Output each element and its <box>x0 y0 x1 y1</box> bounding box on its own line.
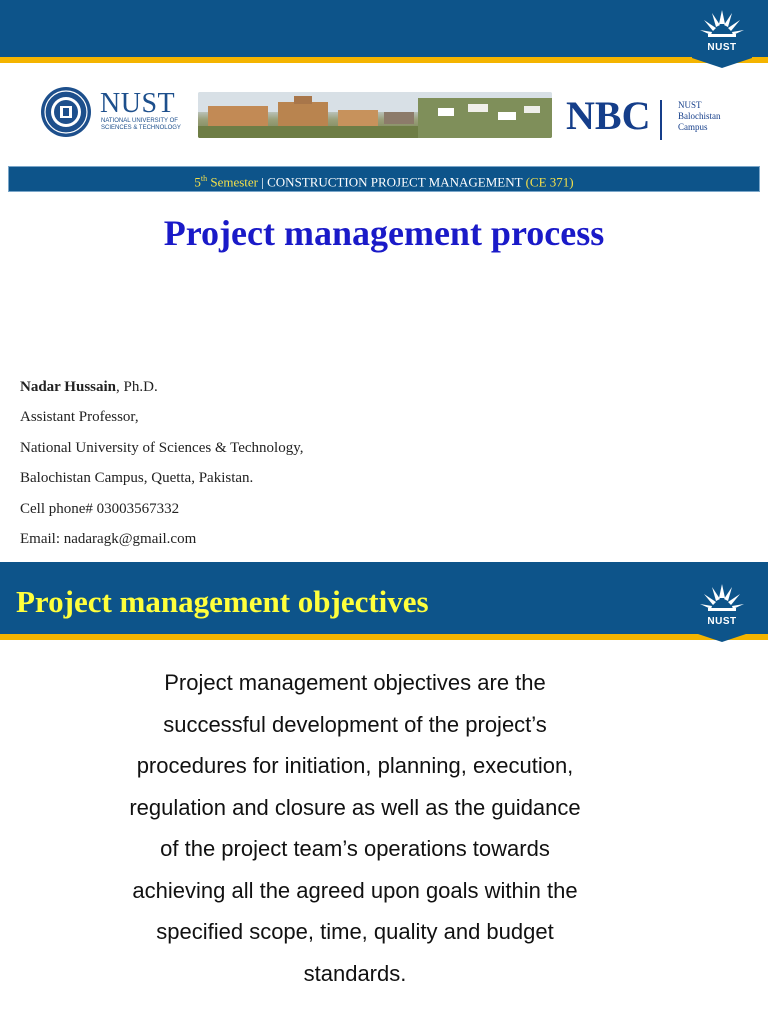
nust-badge <box>692 574 752 644</box>
slide-title: Project management objectives <box>16 584 429 619</box>
nbc-wordmark: NBC <box>566 93 651 138</box>
paragraph-line: Project management objectives are the <box>164 670 546 695</box>
paragraph-line: procedures for initiation, planning, execution, <box>136 753 574 778</box>
campus-panorama-image <box>198 92 552 138</box>
banner-separator: | <box>258 174 268 190</box>
nust-badge-label: NUST <box>707 616 737 627</box>
course-name: CONSTRUCTION PROJECT MANAGEMENT <box>267 174 526 190</box>
nbc-subtitle-line1: NUST <box>678 100 702 110</box>
paragraph-line: specified scope, time, quality and budget <box>156 919 554 944</box>
nust-subtitle <box>101 118 181 132</box>
objectives-paragraph <box>90 662 620 994</box>
nust-badge <box>692 0 752 70</box>
paragraph-line: successful development of the project’s <box>163 711 547 737</box>
author-phone: Cell phone# 03003567332 <box>20 500 180 517</box>
nbc-divider <box>660 100 662 140</box>
paragraph-line: of the project team’s operations towards <box>160 836 550 861</box>
author-degree: , Ph.D. <box>116 379 158 395</box>
author-block <box>20 372 303 554</box>
author-institution: National University of Sciences & Technology, <box>20 439 304 456</box>
slide-title: Project management process <box>163 213 605 253</box>
nust-crest-icon <box>40 86 92 138</box>
semester-ordinal: th <box>200 174 208 183</box>
nust-subtitle-line2: SCIENCES & TECHNOLOGY <box>101 125 181 131</box>
author-name: Nadar Hussain <box>20 379 117 395</box>
paragraph-line: regulation and closure as well as the guidance <box>129 794 581 820</box>
paragraph-line: achieving all the agreed upon goals within the <box>132 877 578 903</box>
nust-emblem-icon <box>692 0 752 70</box>
author-position: Assistant Professor, <box>20 409 139 426</box>
paragraph-line: standards. <box>303 960 407 986</box>
nust-badge-label: NUST <box>707 42 737 53</box>
nbc-subtitle <box>678 100 721 133</box>
header-bar <box>0 0 768 57</box>
author-email: Email: nadaragk@gmail.com <box>20 531 197 548</box>
nust-subtitle-line1: NATIONAL UNIVERSITY OF <box>101 118 178 124</box>
nust-emblem-icon <box>692 574 752 644</box>
semester-word: Semester <box>207 174 259 190</box>
nbc-subtitle-line3: Campus <box>678 122 708 132</box>
semester-number: 5 <box>194 174 201 190</box>
header-gold-line <box>0 634 768 640</box>
course-banner <box>8 166 760 192</box>
nust-wordmark: NUST <box>100 88 176 119</box>
nbc-subtitle-line2: Balochistan <box>678 111 721 121</box>
course-code: (CE 371) <box>525 174 574 190</box>
objectives-slide <box>0 562 768 1024</box>
header-gold-line <box>0 57 768 63</box>
author-location: Balochistan Campus, Quetta, Pakistan. <box>20 470 254 487</box>
